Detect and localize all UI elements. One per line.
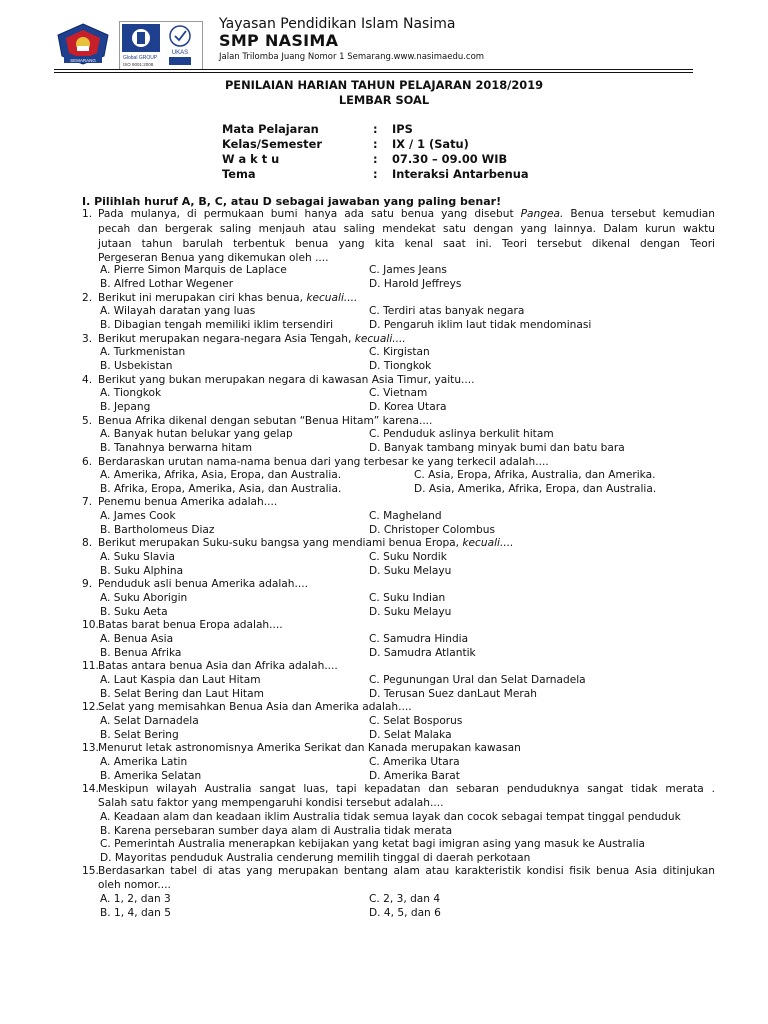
answer-option[interactable]: C. Pegunungan Ural dan Selat Darnadela	[369, 674, 586, 686]
question-text: oleh nomor....	[98, 879, 171, 891]
info-label: Mata Pelajaran	[222, 122, 319, 136]
answer-option[interactable]: A. Suku Aborigin	[100, 592, 188, 604]
header-divider-thin	[54, 72, 693, 73]
info-label: Tema	[222, 167, 256, 181]
answer-option[interactable]: D. Christoper Colombus	[369, 524, 496, 536]
answer-option[interactable]: C. Pemerintah Australia menerapkan kebijakan yang ketat bagi imigran asing yang masuk ke Australia	[100, 838, 646, 850]
question-text: Menurut letak astronomisnya Amerika Serikat dan Kanada merupakan kawasan	[98, 742, 521, 754]
answer-option[interactable]: C. Magheland	[369, 510, 442, 522]
question-text: Berdasarkan tabel di atas yang merupakan bentang alam atau karakteristik kondisi fisik benua Asia ditinjukan	[98, 865, 715, 877]
answer-option[interactable]: B. Alfred Lothar Wegener	[100, 278, 234, 290]
question-text: Meskipun wilayah Australia sangat luas, tapi kepadatan dan sebaran penduduknya sangat tidak merata .	[98, 783, 715, 795]
question-text: pecah dan bergerak saling menjauh atau saling mendekat satu dengan yang lainnya. Dalam kurun waktu	[98, 223, 715, 235]
answer-option[interactable]: D. Asia, Amerika, Afrika, Eropa, dan Australia.	[414, 483, 657, 495]
answer-option[interactable]: D. 4, 5, dan 6	[369, 907, 441, 919]
answer-option[interactable]: B. Suku Aeta	[100, 606, 168, 618]
svg-text:Global GROUP: Global GROUP	[123, 55, 158, 61]
answer-option[interactable]: A. Benua Asia	[100, 633, 174, 645]
answer-option[interactable]: C. James Jeans	[369, 264, 447, 276]
answer-option[interactable]: D. Amerika Barat	[369, 770, 460, 782]
info-colon: :	[373, 122, 378, 136]
question-number: 3.	[82, 333, 93, 345]
question-text: Pada mulanya, di permukaan bumi hanya ada satu benua yang disebut Pangea. Benua tersebut kemudian	[98, 208, 715, 220]
answer-option[interactable]: D. Tiongkok	[369, 360, 432, 372]
question-text: Selat yang memisahkan Benua Asia dan Amerika adalah....	[98, 701, 412, 713]
question-text: Salah satu faktor yang mempengaruhi kondisi tersebut adalah....	[98, 797, 444, 809]
info-colon: :	[373, 167, 378, 181]
page-title: PENILAIAN HARIAN TAHUN PELAJARAN 2018/2019	[224, 78, 544, 92]
answer-option[interactable]: A. James Cook	[100, 510, 176, 522]
question-number: 13.	[82, 742, 99, 754]
answer-option[interactable]: B. Karena persebaran sumber daya alam di Australia tidak merata	[100, 825, 453, 837]
question-text: Pergeseran Benua yang dikemukan oleh ....	[98, 252, 329, 264]
question-number: 9.	[82, 578, 93, 590]
answer-option[interactable]: C. Vietnam	[369, 387, 428, 399]
answer-option[interactable]: C. Kirgistan	[369, 346, 430, 358]
question-text: Penduduk asli benua Amerika adalah....	[98, 578, 308, 590]
answer-option[interactable]: A. Selat Darnadela	[100, 715, 199, 727]
answer-option[interactable]: A. Amerika, Afrika, Asia, Eropa, dan Australia.	[100, 469, 342, 481]
question-text: Benua Afrika dikenal dengan sebutan “Benua Hitam” karena....	[98, 415, 433, 427]
answer-option[interactable]: A. Keadaan alam dan keadaan iklim Australia tidak semua layak dan cocok sebagai tempat tinggal penduduk	[100, 811, 681, 823]
question-text: Batas barat benua Eropa adalah....	[98, 619, 283, 631]
answer-option[interactable]: B. 1, 4, dan 5	[100, 907, 171, 919]
answer-option[interactable]: A. Amerika Latin	[100, 756, 188, 768]
question-number: 10.	[82, 619, 99, 631]
question-number: 1.	[82, 208, 93, 220]
question-number: 4.	[82, 374, 93, 386]
answer-option[interactable]: A. Suku Slavia	[100, 551, 175, 563]
answer-option[interactable]: B. Selat Bering dan Laut Hitam	[100, 688, 264, 700]
answer-option[interactable]: C. Asia, Eropa, Afrika, Australia, dan Amerika.	[414, 469, 656, 481]
question-text: Berikut merupakan Suku-suku bangsa yang mendiami benua Eropa, kecuali....	[98, 537, 514, 549]
answer-option[interactable]: B. Usbekistan	[100, 360, 173, 372]
question-number: 7.	[82, 496, 93, 508]
question-number: 2.	[82, 292, 93, 304]
answer-option[interactable]: A. Banyak hutan belukar yang gelap	[100, 428, 293, 440]
info-label: W a k t u	[222, 152, 280, 166]
answer-option[interactable]: A. Wilayah daratan yang luas	[100, 305, 256, 317]
foundation-name: Yayasan Pendidikan Islam Nasima	[219, 16, 456, 32]
info-theme: Interaksi Antarbenua	[392, 167, 529, 181]
header-divider	[54, 69, 693, 70]
answer-option[interactable]: A. Turkmenistan	[100, 346, 186, 358]
certification-logo	[119, 21, 203, 70]
school-name: SMP NASIMA	[219, 31, 339, 50]
question-text: Berikut yang bukan merupakan negara di kawasan Asia Timur, yaitu....	[98, 374, 475, 386]
question-number: 14.	[82, 783, 99, 795]
answer-option[interactable]: B. Suku Alphina	[100, 565, 184, 577]
question-text: Berikut ini merupakan ciri khas benua, kecuali....	[98, 292, 358, 304]
answer-option[interactable]: C. 2, 3, dan 4	[369, 893, 441, 905]
info-subject: IPS	[392, 122, 413, 136]
answer-option[interactable]: D. Suku Melayu	[369, 606, 452, 618]
answer-option[interactable]: C. Suku Indian	[369, 592, 446, 604]
answer-option[interactable]: A. 1, 2, dan 3	[100, 893, 171, 905]
answer-option[interactable]: D. Selat Malaka	[369, 729, 452, 741]
answer-option[interactable]: D. Samudra Atlantik	[369, 647, 476, 659]
question-text: Berdaraskan urutan nama-nama benua dari yang terbesar ke yang terkecil adalah....	[98, 456, 549, 468]
answer-option[interactable]: B. Tanahnya berwarna hitam	[100, 442, 253, 454]
question-number: 15.	[82, 865, 99, 877]
answer-option[interactable]: C. Samudra Hindia	[369, 633, 469, 645]
foundation-logo	[55, 22, 111, 66]
answer-option[interactable]: A. Laut Kaspia dan Laut Hitam	[100, 674, 261, 686]
answer-option[interactable]: B. Bartholomeus Diaz	[100, 524, 215, 536]
answer-option[interactable]: C. Selat Bosporus	[369, 715, 463, 727]
info-label: Kelas/Semester	[222, 137, 322, 151]
answer-option[interactable]: D. Harold Jeffreys	[369, 278, 462, 290]
answer-option[interactable]: D. Mayoritas penduduk Australia cenderung memilih tinggal di daerah perkotaan	[100, 852, 531, 864]
answer-option[interactable]: B. Selat Bering	[100, 729, 179, 741]
answer-option[interactable]: D. Pengaruh iklim laut tidak mendominasi	[369, 319, 592, 331]
answer-option[interactable]: C. Penduduk aslinya berkulit hitam	[369, 428, 554, 440]
question-number: 8.	[82, 537, 93, 549]
answer-option[interactable]: B. Benua Afrika	[100, 647, 182, 659]
question-number: 6.	[82, 456, 93, 468]
svg-text:ISO 9001:2008: ISO 9001:2008	[123, 62, 154, 67]
answer-option[interactable]: D. Suku Melayu	[369, 565, 452, 577]
answer-option[interactable]: B. Dibagian tengah memiliki iklim tersendiri	[100, 319, 334, 331]
answer-option[interactable]: C. Amerika Utara	[369, 756, 460, 768]
info-colon: :	[373, 152, 378, 166]
answer-option[interactable]: B. Jepang	[100, 401, 151, 413]
answer-option[interactable]: B. Amerika Selatan	[100, 770, 202, 782]
iso-certification-icon	[120, 22, 202, 69]
info-class: IX / 1 (Satu)	[392, 137, 469, 151]
answer-option[interactable]: B. Afrika, Eropa, Amerika, Asia, dan Australia.	[100, 483, 342, 495]
question-number: 12.	[82, 701, 99, 713]
page-subtitle: LEMBAR SOAL	[338, 93, 430, 107]
answer-option[interactable]: A. Tiongkok	[100, 387, 162, 399]
svg-text:UKAS: UKAS	[171, 50, 189, 56]
question-text: Batas antara benua Asia dan Afrika adalah....	[98, 660, 338, 672]
question-number: 5.	[82, 415, 93, 427]
answer-option[interactable]: C. Suku Nordik	[369, 551, 447, 563]
answer-option[interactable]: D. Banyak tambang minyak bumi dan batu bara	[369, 442, 625, 454]
section-instruction: I. Pilihlah huruf A, B, C, atau D sebagai jawaban yang paling benar!	[82, 195, 502, 208]
question-text: Berikut merupakan negara-negara Asia Tengah, kecuali....	[98, 333, 406, 345]
answer-option[interactable]: D. Korea Utara	[369, 401, 447, 413]
svg-text:SEMARANG: SEMARANG	[70, 58, 96, 63]
question-text: Penemu benua Amerika adalah....	[98, 496, 278, 508]
info-time: 07.30 – 09.00 WIB	[392, 152, 508, 166]
school-address: Jalan Trilomba Juang Nomor 1 Semarang.www.nasimaedu.com	[219, 52, 485, 62]
question-text: jutaan tahun barulah terbentuk benua yang kita kenal saat ini. Teori tersebut dikenal dengan Teori	[98, 238, 715, 250]
question-number: 11.	[82, 660, 99, 672]
info-colon: :	[373, 137, 378, 151]
foundation-emblem-icon	[55, 22, 111, 66]
answer-option[interactable]: D. Terusan Suez danLaut Merah	[369, 688, 537, 700]
answer-option[interactable]: C. Terdiri atas banyak negara	[369, 305, 525, 317]
answer-option[interactable]: A. Pierre Simon Marquis de Laplace	[100, 264, 287, 276]
